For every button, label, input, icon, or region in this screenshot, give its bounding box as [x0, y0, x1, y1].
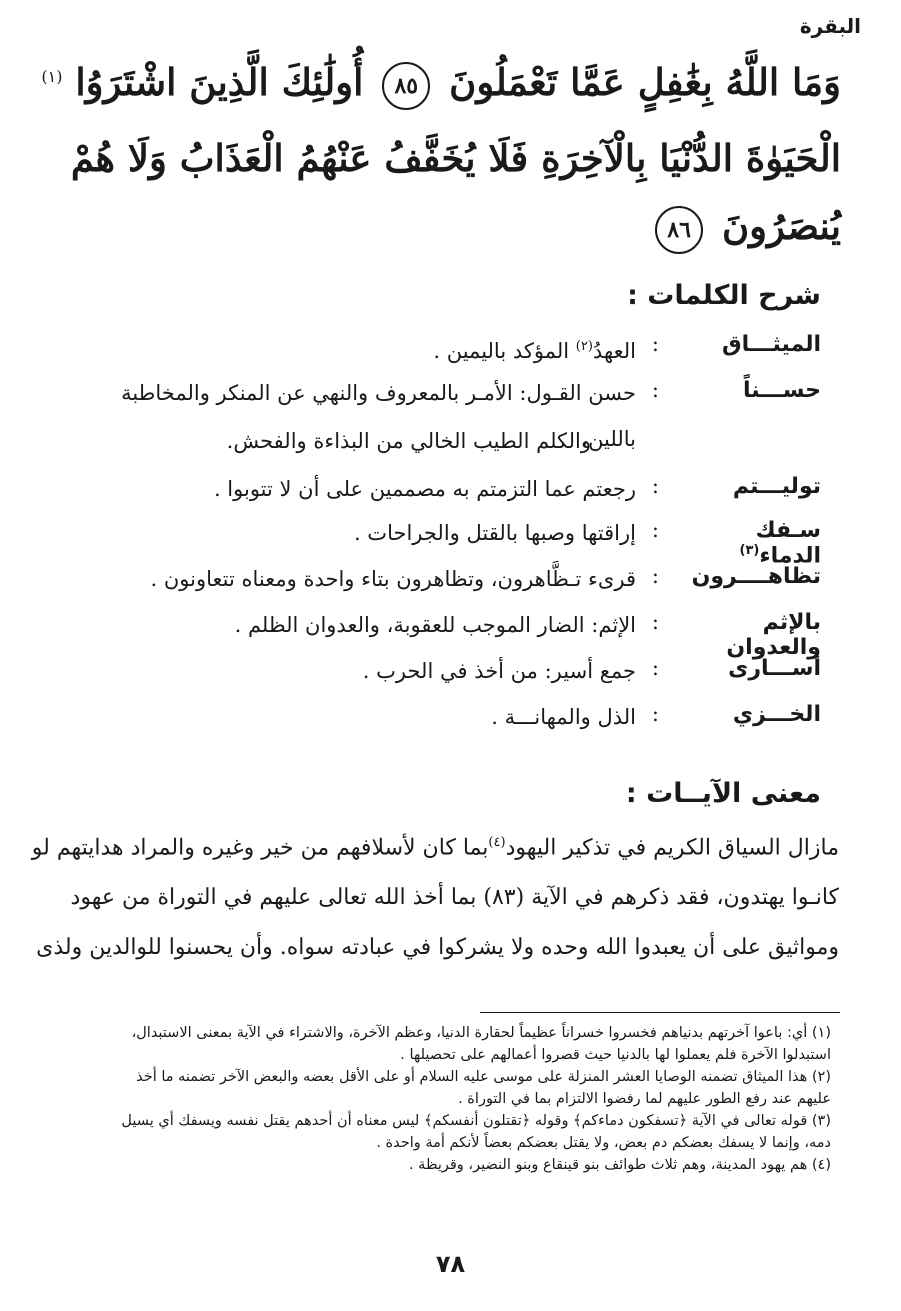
glossary-definition: قرىء تـظَّاهرون، وتظاهرون بتاء واحدة ومعناه تتعاونون . [150, 567, 636, 591]
footnote-line: (١) أي: باعوا آخرتهم بدنياهم فخسروا خسراناً عظيماً لحقارة الدنيا، وعظم الآخرة، والاشتراء في الآية بمعنى الاستبدال، [131, 1025, 831, 1041]
meaning-line-1: مازال السياق الكريم في تذكير اليهود$^{(٤)}$بما كان لأسلافهم من خير وغيره والمراد هدايتهم لو [31, 835, 839, 861]
glossary-row-continuation [60, 426, 821, 466]
glossary-colon: : [651, 518, 659, 542]
glossary-row [60, 656, 821, 696]
footnote-line: استبدلوا الآخرة فلم يعملوا لها بالدنيا حيث قصروا أعمالهم على تحصيلها . [400, 1047, 831, 1063]
meaning-line-2: كانـوا يهتدون، فقد ذكرهم في الآية (٨٣) بما أخذ الله تعالى عليهم في التوراة من عهود [70, 885, 839, 911]
glossary-term: تظاهــــرون [691, 564, 821, 589]
footnote-ref: (٢) [575, 339, 593, 354]
glossary-term: بالإثم والعدوان [726, 610, 821, 660]
footnote-separator [480, 1012, 840, 1013]
verse-line-1 [41, 60, 841, 110]
glossary-definition: جمع أسير: من أخذ في الحرب . [362, 659, 636, 683]
glossary-term: الميثـــاق [722, 332, 821, 357]
glossary-term: توليـــتم [732, 474, 821, 499]
footnote-line: (٤) هم يهود المدينة، وهم ثلاث طوائف بنو قينقاع وبنو النضير، وقريظة . [408, 1157, 831, 1173]
glossary-row [60, 332, 821, 372]
footnotes [58, 1022, 831, 1176]
glossary-colon: : [651, 702, 659, 726]
verse-text: أُولَٰئِكَ الَّذِينَ اشْتَرَوُا [75, 60, 364, 104]
meaning-body [31, 818, 839, 973]
footnote-line: دمه، وإنما لا يسفك بعضكم دم بعض، ولا يقتل بعضكم بعضاً لأنكم أمة واحدة . [376, 1135, 831, 1151]
verse-line-2 [60, 136, 841, 180]
verse-text: يُنصَرُونَ [721, 204, 841, 248]
ayah-number-badge: ٨٦ [655, 206, 703, 254]
glossary-definition: والكلم الطيب الخالي من البذاءة والفحش. [226, 429, 591, 453]
page-number: ٧٨ [435, 1250, 466, 1278]
ayah-number-badge: ٨٥ [382, 62, 430, 110]
glossary-definition: العهدُ$^{(٢)}$ المؤكد باليمين . [433, 339, 636, 363]
verse-text: وَمَا اللَّهُ بِغَٰفِلٍ عَمَّا تَعْمَلُونَ [449, 60, 841, 104]
glossary-definition: الذل والمهانـــة . [491, 705, 636, 729]
glossary-row [60, 474, 821, 514]
meaning-line-3: ومواثيق على أن يعبدوا الله وحده ولا يشركوا في عبادته سواه. وأن يحسنوا للوالدين ولذى [36, 935, 839, 961]
footnote-line: عليهم عند رفع الطور عليهم لما رفضوا الالتزام بما في التوراة . [458, 1091, 831, 1107]
surah-header: البقرة [799, 14, 861, 38]
verse-text: الْحَيَوٰةَ الدُّنْيَا بِالْآخِرَةِ فَلَا يُخَفَّفُ عَنْهُمُ الْعَذَابُ وَلَا هُمْ [70, 136, 841, 180]
glossary-term: أســـارى [728, 656, 821, 681]
footnote-ref: (٣) [739, 543, 760, 558]
glossary-colon: : [651, 610, 659, 634]
footnote-ref: (٤) [488, 835, 506, 850]
footnote-line: (٢) هذا الميثاق تضمنه الوصايا العشر المنزلة على موسى عليه السلام أو على الأقل بعضه والبعض الآخر تضمنه ما أخذ [136, 1069, 831, 1085]
glossary-row [60, 610, 821, 660]
glossary-row [60, 702, 821, 742]
glossary-row [60, 518, 821, 569]
glossary-definition: إراقتها وصبها بالقتل والجراحات . [353, 521, 636, 545]
glossary-term: حســـناً [742, 378, 821, 403]
glossary-colon: : [651, 564, 659, 588]
glossary-definition: الإثم: الضار الموجب للعقوبة، والعدوان الظلم . [234, 613, 636, 637]
glossary-row [60, 564, 821, 604]
footnote-line: (٣) قوله تعالى في الآية ﴿تسفكون دماءكم﴾ وقوله ﴿تقتلون أنفسكم﴾ ليس معناه أن أحدهم يقتل نفسه ويسفك أي يسيل [121, 1113, 831, 1129]
meaning-title: معنى الآيــات : [625, 778, 821, 809]
glossary-colon: : [651, 378, 659, 402]
glossary-colon: : [651, 474, 659, 498]
glossary-definition: حسن القـول: الأمـر بالمعروف والنهي عن المنكر والمخاطبة باللين، [121, 381, 636, 451]
glossary-term: سـفك الدماء$^{(٣)}$ [739, 518, 821, 569]
glossary-definition: رجعتم عما التزمتم به مصممين على أن لا تتوبوا . [213, 477, 636, 501]
glossary-title: شرح الكلمات : [627, 280, 821, 311]
glossary-colon: : [651, 332, 659, 356]
glossary-colon: : [651, 656, 659, 680]
glossary-term: الخـــزي [732, 702, 821, 727]
footnote-ref: (١) [41, 66, 63, 86]
verse-line-3 [60, 204, 841, 254]
